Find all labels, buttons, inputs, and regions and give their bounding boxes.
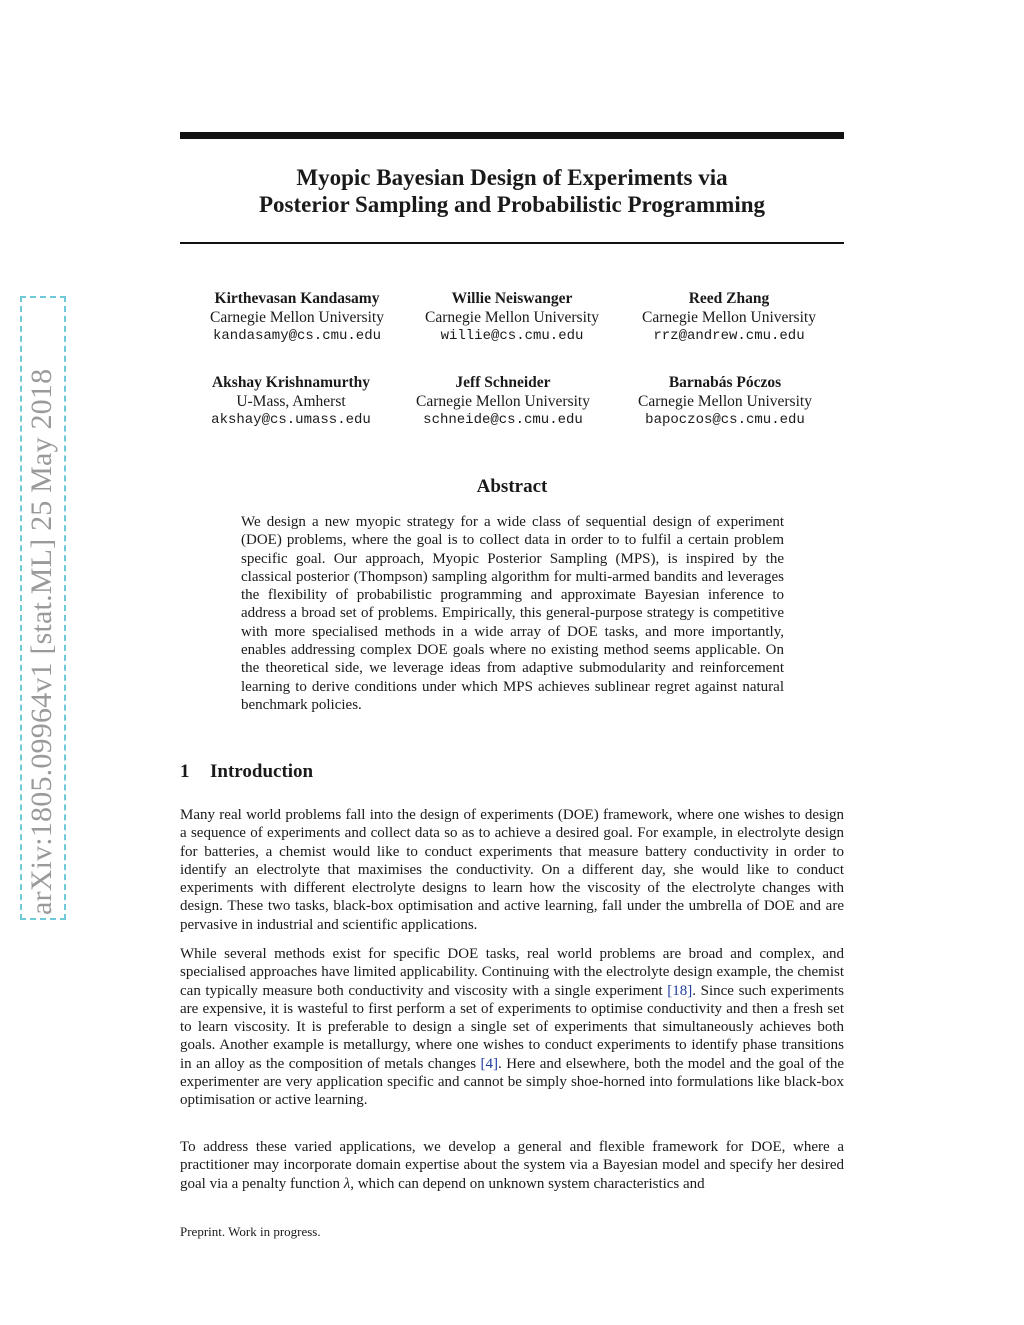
title-rule-bottom <box>180 242 844 244</box>
author-block <box>615 374 835 430</box>
author-name: Akshay Krishnamurthy <box>211 374 371 391</box>
citation-link[interactable]: [18] <box>667 982 693 999</box>
lambda-symbol: λ <box>343 1175 351 1192</box>
section-heading <box>180 761 313 783</box>
author-block <box>187 290 407 346</box>
citation-link[interactable]: [4] <box>480 1055 499 1072</box>
abstract-text: We design a new myopic strategy for a wide class of sequential design of experiment (DOE) problems, where the goal is to collect data in order to to fulfil a certain problem specific goal. Our approach, Myopic Posterior Sampling (MPS), is inspired by the classical posterior (Thompson) sampling algorithm for multi-armed bandits and leverages the flexibility of probabilistic programming and approximate Bayesian inference to address a broad set of problems. Empirically, this general-purpose strategy is competitive with more specialised methods in a wide array of DOE tasks, and more importantly, enables addressing complex DOE goals where no existing method seems applicable. On the theoretical side, we leverage ideas from adaptive submodularity and reinforcement learning to derive conditions under which MPS achieves sublinear regret against natural benchmark policies. <box>241 514 784 713</box>
section-number: 1 <box>180 761 190 782</box>
author-email[interactable]: bapoczos@cs.cmu.edu <box>645 412 805 428</box>
author-name: Willie Neiswanger <box>451 290 573 307</box>
author-email[interactable]: schneide@cs.cmu.edu <box>423 412 583 428</box>
paper-title <box>180 164 844 218</box>
author-email[interactable]: kandasamy@cs.cmu.edu <box>212 328 382 344</box>
author-name: Barnabás Póczos <box>668 374 782 391</box>
author-affiliation: U-Mass, Amherst <box>236 392 346 410</box>
arxiv-identifier: arXiv:1805.09964v1 [stat.ML] 25 May 2018 <box>25 368 58 915</box>
author-name: Jeff Schneider <box>455 374 551 391</box>
title-line-2: Posterior Sampling and Probabilistic Programming <box>258 192 765 217</box>
author-block <box>181 374 401 430</box>
intro-paragraph-1: Many real world problems fall into the design of experiments (DOE) framework, where one wishes to design a sequence of experiments and collect data so as to achieve a desired goal. For example, in electrolyte design for batteries, a chemist would like to conduct experiments that measure battery conductivity in order to identify an electrolyte that maximises the conductivity. On a different day, she would like to conduct experiments with different electrolyte designs to learn how the viscosity of the electrolyte changes with design. These two tasks, black-box optimisation and active learning, fall under the umbrella of DOE and are pervasive in industrial and scientific applications. <box>180 807 844 933</box>
author-affiliation: Carnegie Mellon University <box>638 392 812 410</box>
author-affiliation: Carnegie Mellon University <box>210 308 384 326</box>
intro-paragraph-3 <box>180 1138 844 1193</box>
paragraph-text: . Since such experiments are expensive, it is wasteful to first perform a set of experiments to optimise conductivity and then a fresh set to learn viscosity. It is preferable to design a single set of experiments that simultaneously achieves both goals. Another example is metallurgy, where one wishes to conduct experiments to identify phase transitions in an alloy as the composition of metals changes <box>180 982 844 1072</box>
intro-paragraph-2 <box>180 945 844 1110</box>
author-affiliation: Carnegie Mellon University <box>425 308 599 326</box>
author-email[interactable]: akshay@cs.umass.edu <box>211 412 371 428</box>
paragraph-text: . Here and elsewhere, both the model and the goal of the experimenter are very application specific and cannot be simply shoe-horned into formulations like black-box optimisation or active learning. <box>180 1055 844 1109</box>
author-email[interactable]: willie@cs.cmu.edu <box>440 328 584 344</box>
author-name: Kirthevasan Kandasamy <box>214 290 380 307</box>
title-line-1: Myopic Bayesian Design of Experiments via <box>296 165 728 190</box>
section-title: Introduction <box>210 761 314 782</box>
author-block <box>619 290 839 346</box>
paragraph-text: To address these varied applications, we develop a general and flexible framework for DOE, where a practitioner may incorporate domain expertise about the system via a Bayesian model and specify her desired goal via a penalty function <box>180 1139 844 1192</box>
paragraph-text: , which can depend on unknown system characteristics and <box>350 1175 705 1192</box>
abstract-heading: Abstract <box>476 476 548 497</box>
author-email[interactable]: rrz@andrew.cmu.edu <box>653 328 805 344</box>
title-rule-top <box>180 132 844 139</box>
author-affiliation: Carnegie Mellon University <box>642 308 816 326</box>
author-affiliation: Carnegie Mellon University <box>416 392 590 410</box>
preprint-footnote: Preprint. Work in progress. <box>180 1224 321 1239</box>
paragraph-text: While several methods exist for specific DOE tasks, real world problems are broad and complex, and specialised approaches have limited applicability. Continuing with the electrolyte design example, the chemist can typically measure both conductivity and viscosity with a single experiment <box>180 946 844 999</box>
author-block <box>402 290 622 346</box>
author-name: Reed Zhang <box>688 290 770 307</box>
author-block <box>393 374 613 430</box>
